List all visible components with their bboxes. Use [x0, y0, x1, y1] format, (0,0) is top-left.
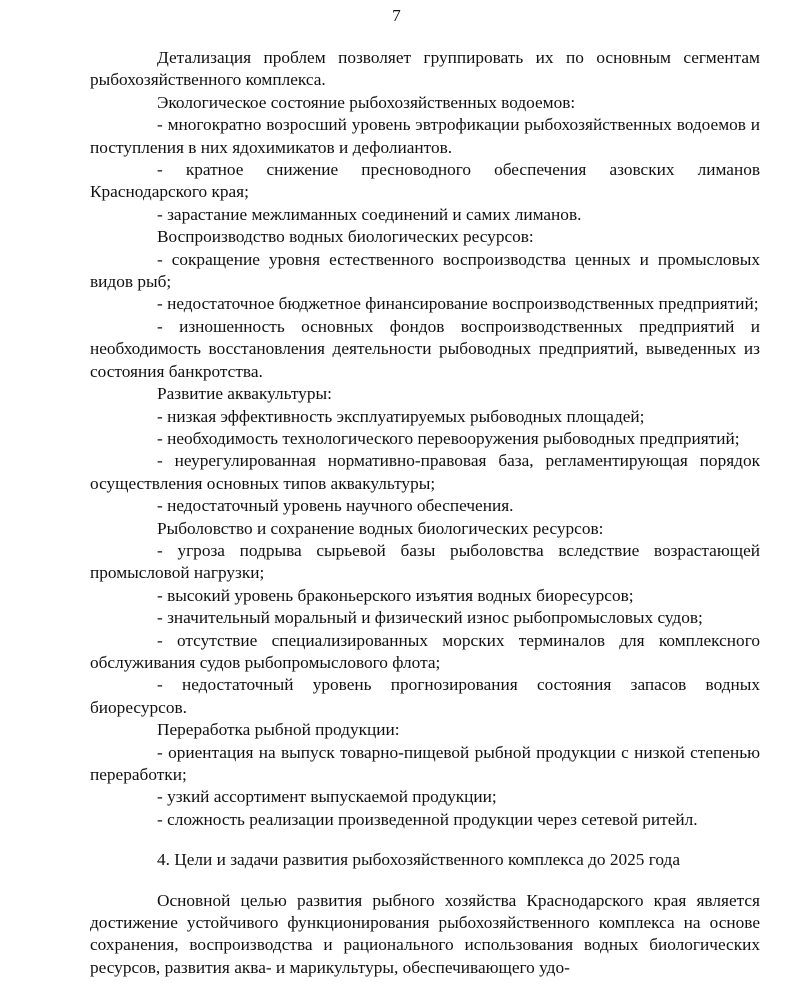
section-heading: 4. Цели и задачи развития рыбохозяйственного комплекса до 2025 года — [157, 850, 680, 870]
list-item: - изношенность основных фондов воспроизводственных предприятий и необходимость восстановления деятельности рыбоводных предприятий, выведенных из состояния банкротства. — [90, 316, 760, 381]
list-item: - низкая эффективность эксплуатируемых рыбоводных площадей; — [157, 406, 645, 426]
list-item: - ориентация на выпуск товарно-пищевой рыбной продукции с низкой степенью переработки; — [90, 742, 760, 784]
section-label-reproduction: Воспроизводство водных биологических ресурсов: — [157, 227, 534, 247]
page-number: 7 — [392, 6, 401, 25]
list-item: - необходимость технологического перевооружения рыбоводных предприятий; — [157, 428, 740, 448]
list-item: - недостаточный уровень прогнозирования состояния запасов водных биоресурсов. — [90, 675, 760, 717]
list-item: - многократно возросший уровень эвтрофикации рыбохозяйственных водоемов и поступления в них ядохимикатов и дефолиантов. — [90, 115, 760, 157]
paragraph: Детализация проблем позволяет группировать их по основным сегментам рыбохозяйственного комплекса. — [90, 48, 760, 90]
list-item: - сложность реализации произведенной продукции через сетевой ритейл. — [157, 809, 698, 829]
section-label-fishing: Рыболовство и сохранение водных биологических ресурсов: — [157, 518, 604, 538]
page-content — [90, 47, 760, 979]
list-item: - высокий уровень браконьерского изъятия водных биоресурсов; — [157, 585, 634, 605]
list-item: - значительный моральный и физический износ рыбопромысловых судов; — [157, 608, 703, 628]
list-item: - зарастание межлиманных соединений и самих лиманов. — [157, 204, 582, 224]
section-label-processing: Переработка рыбной продукции: — [157, 720, 400, 740]
paragraph-goal: Основной целью развития рыбного хозяйства Краснодарского края является достижение устойчивого функционирования рыбохозяйственного комплекса на основе сохранения, воспроизводства и рационального использования водных биологических ресурсов, развития аква- и марикультуры, обеспечивающего удо- — [90, 890, 760, 977]
list-item: - недостаточное бюджетное финансирование воспроизводственных предприятий; — [157, 294, 759, 314]
list-item: - сокращение уровня естественного воспроизводства ценных и промысловых видов рыб; — [90, 249, 760, 292]
list-item: - кратное снижение пресноводного обеспечения азовских лиманов Краснодарского края; — [90, 160, 760, 202]
list-item: - недостаточный уровень научного обеспечения. — [157, 496, 514, 516]
list-item: - неурегулированная нормативно-правовая база, регламентирующая порядок осуществления основных типов аквакультуры; — [90, 451, 760, 493]
section-label-aquaculture: Развитие аквакультуры: — [157, 384, 332, 404]
list-item: - узкий ассортимент выпускаемой продукции; — [157, 787, 497, 807]
list-item: - отсутствие специализированных морских терминалов для комплексного обслуживания судов рыбопромыслового флота; — [90, 630, 760, 672]
section-label-ecology: Экологическое состояние рыбохозяйственных водоемов: — [157, 92, 576, 112]
list-item: - угроза подрыва сырьевой базы рыболовства вследствие возрастающей промысловой нагрузки; — [90, 540, 760, 583]
